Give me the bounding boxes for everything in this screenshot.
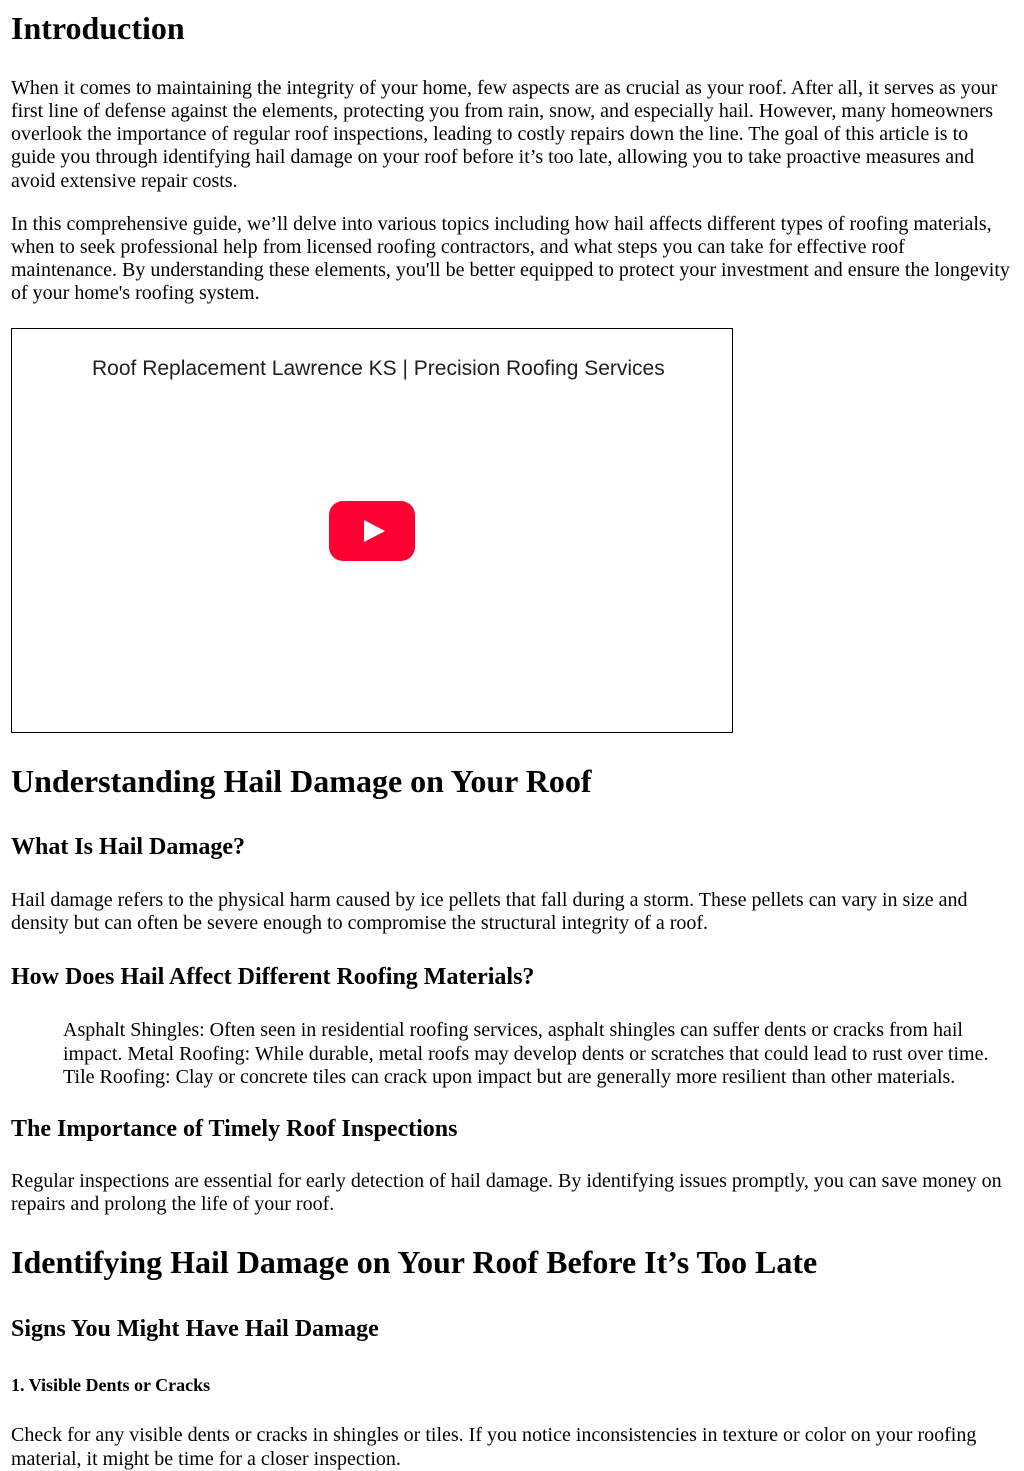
understanding-heading: Understanding Hail Damage on Your Roof bbox=[11, 762, 592, 799]
intro-paragraph-2: In this comprehensive guide, we’ll delve into various topics including how hail affects different types of roofing materials, when to seek professional help from licensed roofing contractors, and what steps you can take for effective roof maintenance. By understanding these elements, you'll be better equipped to protect your investment and ensure the longevity of your home's roofing system. bbox=[11, 212, 1010, 305]
materials-blockquote: Asphalt Shingles: Often seen in residential roofing services, asphalt shingles can suffer dents or cracks from hail impact. Metal Roofing: While durable, metal roofs may develop dents or scratches that could lead to rust over time. Tile Roofing: Clay or concrete tiles can crack upon impact but are generally more resilient than other materials. bbox=[63, 1019, 989, 1088]
video-embed[interactable] bbox=[11, 328, 733, 733]
visible-dents-heading: 1. Visible Dents or Cracks bbox=[11, 1374, 211, 1395]
what-is-hail-damage-heading: What Is Hail Damage? bbox=[11, 834, 245, 861]
importance-paragraph: Regular inspections are essential for early detection of hail damage. By identifying issues promptly, you can save money on repairs and prolong the life of your roof. bbox=[11, 1169, 1002, 1216]
how-hail-affects-heading: How Does Hail Affect Different Roofing Materials? bbox=[11, 963, 535, 990]
intro-heading: Introduction bbox=[11, 10, 185, 46]
intro-paragraph-1: When it comes to maintaining the integrity of your home, few aspects are as crucial as your roof. After all, it serves as your first line of defense against the elements, protecting you from rain, snow, and especially hail. However, many homeowners overlook the importance of regular roof inspections, leading to costly repairs down the line. The goal of this article is to guide you through identifying hail damage on your roof before it’s too late, allowing you to take proactive measures and avoid extensive repair costs. bbox=[11, 76, 998, 192]
play-icon[interactable] bbox=[329, 501, 415, 561]
importance-heading: The Importance of Timely Roof Inspections bbox=[11, 1116, 458, 1143]
identifying-heading: Identifying Hail Damage on Your Roof Before It’s Too Late bbox=[11, 1244, 818, 1281]
video-title[interactable]: Roof Replacement Lawrence KS | Precision Roofing Services bbox=[92, 356, 665, 380]
what-is-hail-damage-paragraph: Hail damage refers to the physical harm caused by ice pellets that fall during a storm. These pellets can vary in size and density but can often be severe enough to compromise the structural integrity of a roof. bbox=[11, 889, 968, 935]
play-triangle-icon bbox=[364, 520, 385, 542]
signs-heading: Signs You Might Have Hail Damage bbox=[11, 1316, 379, 1343]
visible-dents-paragraph: Check for any visible dents or cracks in shingles or tiles. If you notice inconsistencies in texture or color on your roofing material, it might be time for a closer inspection. bbox=[11, 1424, 977, 1470]
